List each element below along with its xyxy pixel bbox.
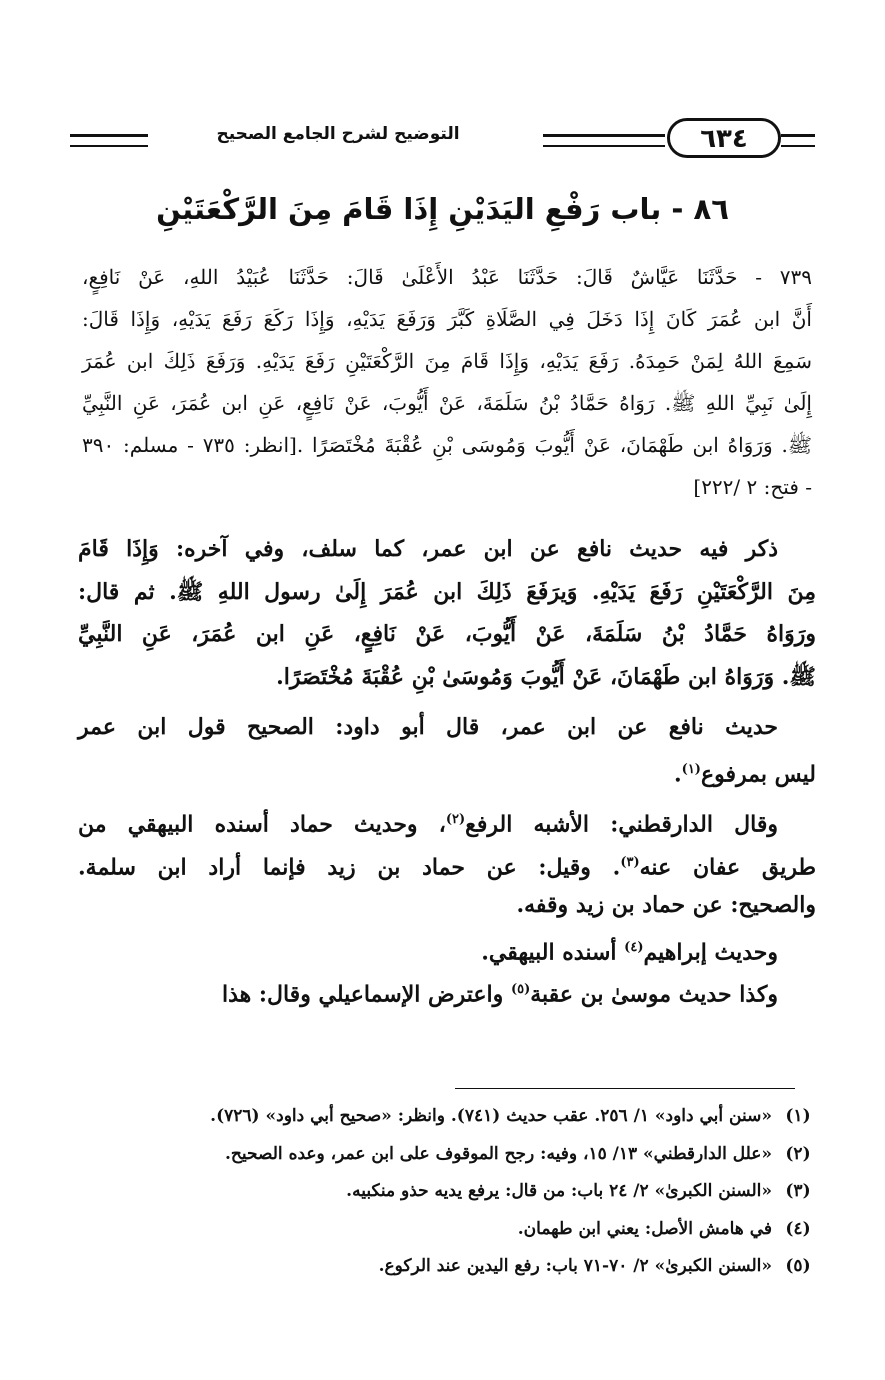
header-rule [70, 134, 148, 147]
commentary-line: ذكر فيه حديث نافع عن ابن عمر، كما سلف، وفي آخره: وَإِذَا قَامَ [78, 536, 778, 562]
footnote-text: «علل الدارقطني» ١٣/ ١٥، وفيه: رجح الموقوف على ابن عمر، وعده الصحيح. [225, 1143, 772, 1164]
header-rule [543, 134, 665, 147]
commentary-line: ﷺ. وَرَوَاهُ ابن طَهْمَانَ، عَنْ أَيُّوبَ وَمُوسَىٰ بْنِ عُقْبَةَ مُخْتَصَرًا. [276, 663, 816, 690]
footnote-text: «سنن أبي داود» ١/ ٢٥٦. عقب حديث (٧٤١). وانظر: «صحيح أبي داود» (٧٢٦). [210, 1106, 772, 1126]
hadith-text [82, 256, 812, 508]
header-rule [781, 134, 815, 147]
commentary-paragraph [78, 528, 816, 698]
footnotes [90, 1098, 812, 1286]
commentary-line: طريق عفان عنه$^{(٣)}$. وقيل: عن حماد بن زيد فإنما أراد ابن سلمة. [78, 853, 816, 880]
hadith-line: إِلَىٰ نَبِيِّ اللهِ ﷺ. رَوَاهُ حَمَّادُ بْنُ سَلَمَةَ، عَنْ أَيُّوبَ، عَنْ نَافِعٍ، عَنِ ابن عُمَرَ، عَنِ النَّبِيِّ [82, 391, 812, 415]
hadith-line: سَمِعَ اللهُ لِمَنْ حَمِدَهُ. رَفَعَ يَدَيْهِ، وَإِذَا قَامَ مِنَ الرَّكْعَتَيْنِ رَفَعَ يَدَيْهِ. وَرَفَعَ ذَلِكَ ابن عُمَرَ [82, 349, 812, 373]
hadith-line: ٧٣٩ - حَدَّثَنَا عَيَّاشٌ قَالَ: حَدَّثَنَا عَبْدُ الأَعْلَىٰ قَالَ: حَدَّثَنَا عُبَيْدُ اللهِ، عَنْ نَافِعٍ، [82, 265, 812, 289]
footnote-ref: (٤) [624, 939, 644, 955]
hadith-line: أَنَّ ابن عُمَرَ كَانَ إِذَا دَخَلَ فِي الصَّلَاةِ كَبَّرَ وَرَفَعَ يَدَيْهِ، وَإِذَا رَكَعَ رَفَعَ يَدَيْهِ، وَإِذَا قَالَ: [82, 307, 812, 331]
footnote-ref: (٢) [445, 812, 466, 827]
footnote [90, 1098, 812, 1136]
running-title: التوضيح لشرح الجامع الصحيح [216, 124, 460, 144]
commentary [78, 528, 816, 1012]
footnote-ref: (٥) [510, 982, 531, 997]
footnote-ref: (١) [681, 761, 701, 777]
commentary-line: حديث نافع عن ابن عمر، قال أبو داود: الصحيح قول ابن عمر [78, 714, 778, 740]
commentary-paragraph [78, 706, 816, 791]
footnote-text: في هامش الأصل: يعني ابن طهمان. [517, 1218, 772, 1239]
commentary-paragraph [78, 927, 816, 970]
commentary-line: والصحيح: عن حماد بن زيد وقفه. [516, 892, 816, 918]
footnote-number: (٤) [785, 1218, 811, 1239]
footnote [90, 1211, 812, 1249]
chapter-title: ٨٦ - باب رَفْعِ اليَدَيْنِ إِذَا قَامَ مِنَ الرَّكْعَتَيْنِ [156, 192, 729, 226]
footnote-number: (٢) [785, 1143, 811, 1164]
hadith-line: - فتح: ٢ /٢٢٢] [693, 475, 812, 499]
footnote [90, 1136, 812, 1174]
footnote-number: (١) [785, 1106, 811, 1126]
commentary-line: وحديث إبراهيم$^{(٤)}$ أسنده البيهقي. [481, 938, 778, 965]
commentary-line: ليس بمرفوع$^{(١)}$. [673, 760, 816, 787]
commentary-paragraph [78, 799, 816, 927]
commentary-line: مِنَ الرَّكْعَتَيْنِ رَفَعَ يَدَيْهِ. وَيرَفَعَ ذَلِكَ ابن عُمَرَ إِلَىٰ رسول اللهِ ﷺ. ثم قال: [78, 578, 816, 605]
commentary-paragraph [78, 969, 816, 1012]
page-number: ٦٣٤ [667, 118, 781, 158]
commentary-line: ورَوَاهُ حَمَّادُ بْنُ سَلَمَةَ، عَنْ أَيُّوبَ، عَنْ نَافِعٍ، عَنِ ابن عُمَرَ، عَنِ النَّبِيِّ [78, 621, 816, 647]
commentary-line: وكذا حديث موسىٰ بن عقبة$^{(٥)}$ واعترض الإسماعيلي وقال: هذا [221, 981, 778, 1008]
footnote-ref: (٣) [620, 854, 640, 870]
hadith-line: ﷺ. وَرَوَاهُ ابن طَهْمَانَ، عَنْ أَيُّوبَ وَمُوسَى بْنِ عُقْبَةَ مُخْتَصَرًا .[انظر: ٧٣٥ - مسلم: ٣٩٠ [82, 433, 812, 457]
footnote-number: (٥) [785, 1256, 811, 1277]
footnote [90, 1248, 812, 1286]
footnote-number: (٣) [785, 1181, 811, 1202]
footnote [90, 1173, 812, 1211]
footnote-separator [455, 1088, 795, 1089]
footnote-text: «السنن الكبرىٰ» ٢/ ٢٤ باب: من قال: يرفع يديه حذو منكبيه. [346, 1181, 772, 1202]
commentary-line: وقال الدارقطني: الأشبه الرفع$^{(٢)}$، وحديث حماد أسنده البيهقي من [78, 811, 778, 838]
running-header [70, 118, 815, 164]
footnote-text: «السنن الكبرىٰ» ٢/ ٧٠-٧١ باب: رفع اليدين عند الركوع. [378, 1256, 772, 1277]
